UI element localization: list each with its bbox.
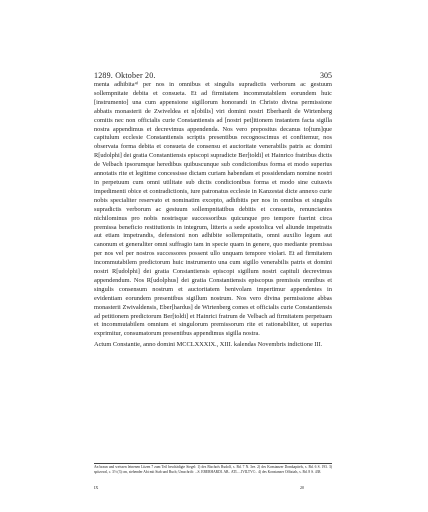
header-date: 1289. Oktober 20.: [94, 71, 156, 80]
charter-text: menta adhibita⁴⁾ per nos in omnibus et singulis supradictis verborum ac gestuum sollempnitate debita et consueta. Et ad firmitatem incommutabilem eorundem huic [instrumento] una cum appensione sigillorum honorandi in Christo divina permissione abbatis monasterii de Zwiveldea et n[obilis] viri domini nostri Eberhardi de Wirtenberg comitis nec non officialis curie Constantiensis ad [nostri pet]itionem instantem facta sigilla nostra appendimus et decrevimus appendenda. Nos vero prepositus decanus to[tum]que capitulum ecclesie Constantiensis scriptis presentibus recognoscimus et confitemur, nos observata forma debita et consueta de consensu et auctoritate venerabilis patris ac domini R[udolphi] dei gratia Constantiensis episcopi supradicte Ber[toldi] et Hainrico fratribus dictis de Velbach ipsorumque heredibus quibuscunque sub condicionibus forma et modo superius annotatis rite et legitime concessisse dictam curiam habendam et possidendam nomine nostri in perpetuum cum omni utilitate sub dictis condicionibus forma et modo sine cuiusvis impedimenti obice et contradictionis, iure patronatus ecclesie in Kanzestat dicte annexo curie nobis specialiter reservato et nominatim excepto, adhibitis per nos in omnibus et singulis supradictis verborum ac gestuum sollempnitatibus debitis et consuetis, renunciantes nichilominus pro nobis nostrisque successoribus quicunque pro tempore fuerint circa premissa beneficio restitutionis in integrum, litteris a sede apostolica vel aliunde impetratis aut etiam impetrandis, defensioni non adhibite sollempnitatis, omni auxilio legum aut canonum et generaliter omni suffragio tam in specie quam in genere, quo mediante premissa per nos vel per nostros successores possent ullo unquam tempore violari. Et ad firmitatem incommutabilem predictorum huic instrumento una cum sigillo venerabilis patris et domini nostri R[udolphi] dei gratia Constantiensis episcopi sigillum nostri capituli decrevimus appendendum. Nos R[udolphus] dei gratia Constantiensis episcopus premissis omnibus et singulis consensum nostrum et auctoritatem benivolam impertimur appendentes in evidentiam eorundem presentibus sigillum nostrum. Nos vero divina permissione abbas monasterii Zwivaldensis, Eber[hardus] de Wirtenberg comes et officialis curie Constantiensis ad petitionem predictorum Ber[toldi] et Hainrici fratrum de Velbach ad firmitatem perpetuam et incommutabilem omnium et singulorum premissorum rite et rationabiliter, ut superius exprimitur, consumatorum presentibus appendimus sigilla nostra.: [94, 81, 332, 338]
sheet-signature: IX: [94, 485, 99, 490]
dating-clause: Actum Constantie, anno domini MCCLXXXIX., XIII. kalendas Novembris indictione III.: [94, 341, 323, 348]
sheet-number: 20: [300, 485, 304, 490]
footnote-divider: [94, 463, 332, 464]
page-number: 305: [320, 71, 332, 80]
footnote: An braun und weissen leinenen Litzen 7 zum Teil beschädigte Siegel: 1) des Bischofs Rudolf, s. Bd. 7 N. 3ee. 2) des Konstanzer Domkapitels, s. Bd. 6 S. 193. 3) spitzoval, c. 3½ (3) cm, stehender Abt mit Stab und Buch; Umschrift: ...S. EBERHARDI. AB.. ATI.....IVILTV©.. 4) des Konstanzer Offizials, s. Bd. 8 S. 438.: [94, 465, 332, 474]
